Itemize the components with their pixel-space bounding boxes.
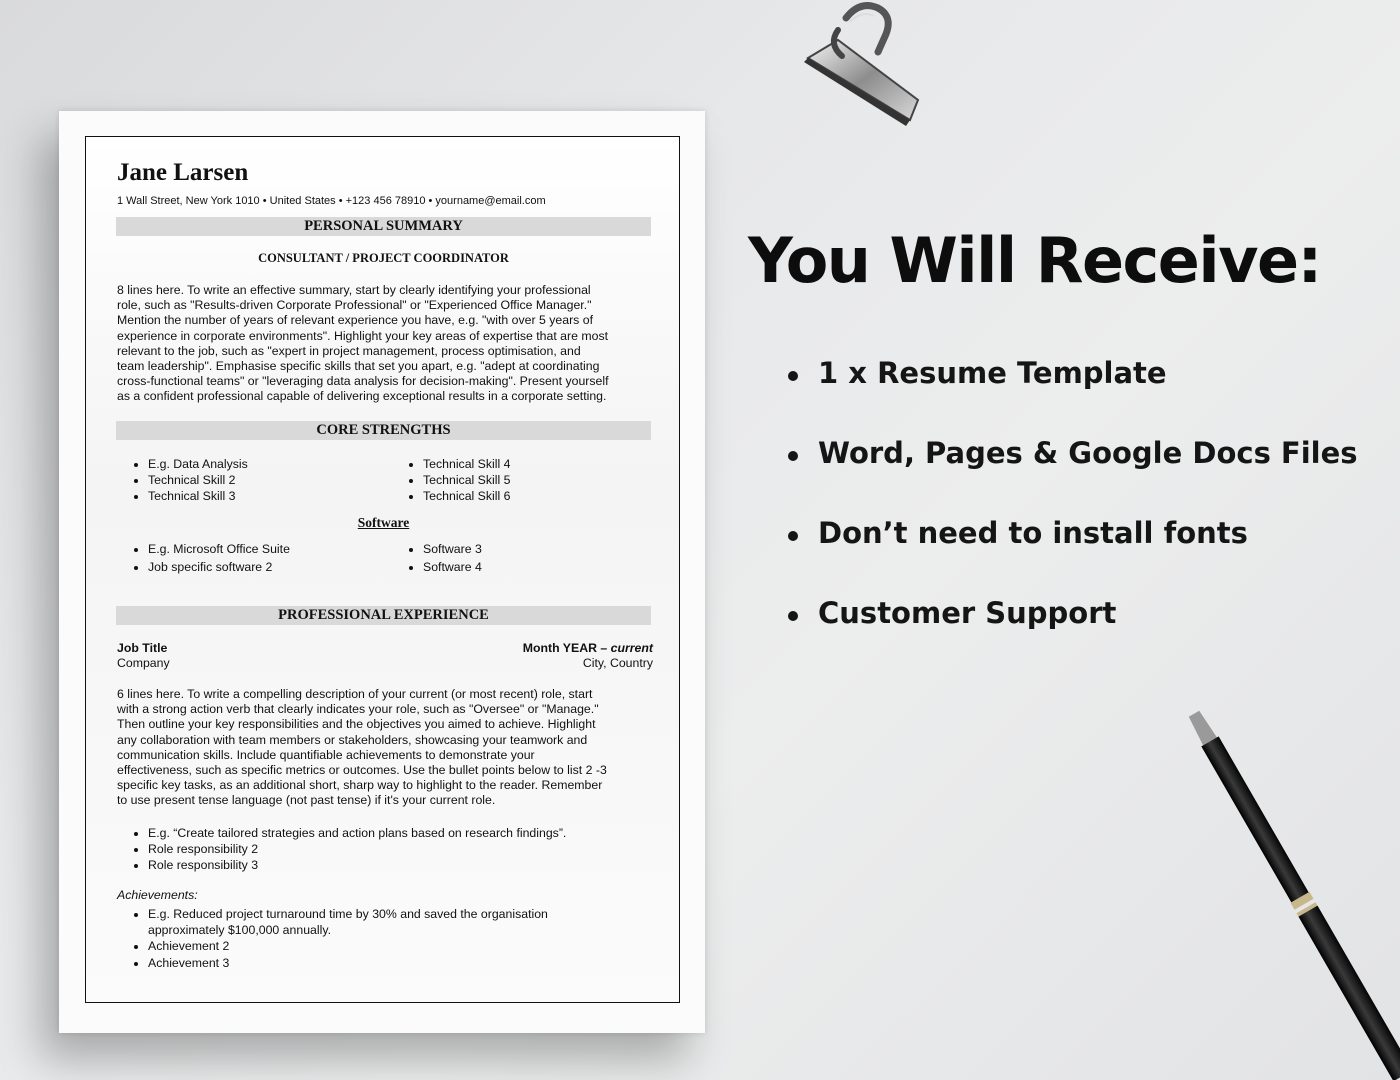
features-list <box>788 356 1358 676</box>
section-heading-personal-summary: PERSONAL SUMMARY <box>116 217 651 236</box>
list-item: • E.g. “Create tailored strategies and action plans based on research findings”. <box>148 825 668 841</box>
job-dates <box>523 641 653 671</box>
feature-label: Word, Pages & Google Docs Files <box>818 436 1358 470</box>
resume-name: Jane Larsen <box>117 159 249 186</box>
list-item: • Role responsibility 3 <box>148 857 668 873</box>
core-strengths-left-list <box>116 456 398 505</box>
summary-line: 8 lines here. To write an effective summary, start by clearly identifying your professional <box>117 283 591 297</box>
responsibilities-list <box>116 825 668 874</box>
pen-icon <box>1180 680 1400 1080</box>
feature-label: Customer Support <box>818 596 1117 630</box>
feature-item <box>788 516 1358 596</box>
experience-line: Then outline your key responsibilities and the objectives you aimed to achieve. Highlight <box>117 717 596 732</box>
list-item: • Technical Skill 4 <box>423 456 643 472</box>
list-item: • E.g. Data Analysis <box>148 456 398 472</box>
section-heading-core-strengths: CORE STRENGTHS <box>116 421 651 440</box>
summary-line: team leadership". Emphasise specific skills that set you apart, e.g. "adept at coordinating <box>117 359 600 374</box>
experience-line: with a strong action verb that clearly indicates your role, such as "Oversee" or "Manage." <box>117 702 599 717</box>
experience-line: to use present tense language (not past tense) if it's your current role. <box>117 793 496 808</box>
experience-line: effectiveness, such as specific metrics or outcomes. Use the bullet points below to list 2 -3 <box>117 763 607 778</box>
company-name: Company <box>117 656 170 670</box>
list-item: • E.g. Reduced project turnaround time by 30% and saved the organisation approximately $100,000 annually. <box>148 906 618 938</box>
date-current: current <box>610 641 653 655</box>
promo-headline: You Will Receive: <box>748 224 1321 297</box>
feature-item <box>788 436 1358 516</box>
list-item: • Achievement 3 <box>148 955 618 971</box>
binder-clip-icon <box>798 0 928 130</box>
summary-line: role, such as "Results-driven Corporate Professional" or "Experienced Office Manager." <box>117 298 592 313</box>
achievements-list <box>116 906 618 971</box>
bullet-icon <box>788 451 798 461</box>
summary-line: Mention the number of years of relevant experience you have, e.g. "with over 5 years of <box>117 313 594 328</box>
experience-line: communication skills. Include quantifiable achievements to demonstrate your <box>117 747 535 762</box>
achievements-label: Achievements: <box>117 888 198 902</box>
list-item: • Technical Skill 2 <box>148 472 398 488</box>
list-item: • Technical Skill 5 <box>423 472 643 488</box>
feature-label: 1 x Resume Template <box>818 356 1167 390</box>
job-location: City, Country <box>582 656 653 670</box>
experience-line: 6 lines here. To write a compelling description of your current (or most recent) role, start <box>117 687 593 701</box>
resume-border <box>85 136 680 1003</box>
job-header <box>117 641 653 673</box>
summary-paragraph <box>117 283 657 405</box>
date-range: Month YEAR – <box>522 641 611 655</box>
core-strengths-right-list <box>391 456 643 505</box>
role-title: CONSULTANT / PROJECT COORDINATOR <box>258 251 509 265</box>
feature-item <box>788 596 1358 676</box>
summary-line: cross-functional teams" or "leveraging data analysis for decision-making". Present yourself <box>117 374 609 389</box>
software-subheading: Software <box>357 515 410 530</box>
bullet-icon <box>788 531 798 541</box>
summary-line: experience in corporate environments". Highlight your key areas of expertise that are most <box>117 328 609 343</box>
bullet-icon <box>788 611 798 621</box>
resume-contact: 1 Wall Street, New York 1010 • United States • +123 456 78910 • yourname@email.com <box>117 195 546 207</box>
list-item: • Job specific software 2 <box>148 559 398 577</box>
resume-document <box>59 111 705 1033</box>
list-item: • Technical Skill 6 <box>423 488 643 504</box>
software-left-list <box>116 541 398 576</box>
summary-line: as a confident professional capable of delivering exceptional results in a corporate setting. <box>117 389 607 404</box>
experience-paragraph <box>117 687 657 809</box>
bullet-icon <box>788 371 798 381</box>
list-item: • Software 4 <box>423 559 643 577</box>
feature-item <box>788 356 1358 436</box>
section-heading-professional-experience: PROFESSIONAL EXPERIENCE <box>116 606 651 625</box>
list-item: • Software 3 <box>423 541 643 559</box>
list-item: • Achievement 2 <box>148 938 618 954</box>
list-item: • Technical Skill 3 <box>148 488 398 504</box>
feature-label: Don’t need to install fonts <box>818 516 1248 550</box>
experience-line: specific key tasks, as an additional short, sharp way to highlight to the reader. Remember <box>117 778 603 793</box>
software-right-list <box>391 541 643 576</box>
summary-line: relevant to the job, such as "expert in project management, process optimisation, and <box>117 343 581 358</box>
experience-line: any collaboration with team members or stakeholders, showcasing your teamwork and <box>117 732 588 747</box>
list-item: • E.g. Microsoft Office Suite <box>148 541 398 559</box>
job-title: Job Title <box>117 641 168 655</box>
list-item: • Role responsibility 2 <box>148 841 668 857</box>
